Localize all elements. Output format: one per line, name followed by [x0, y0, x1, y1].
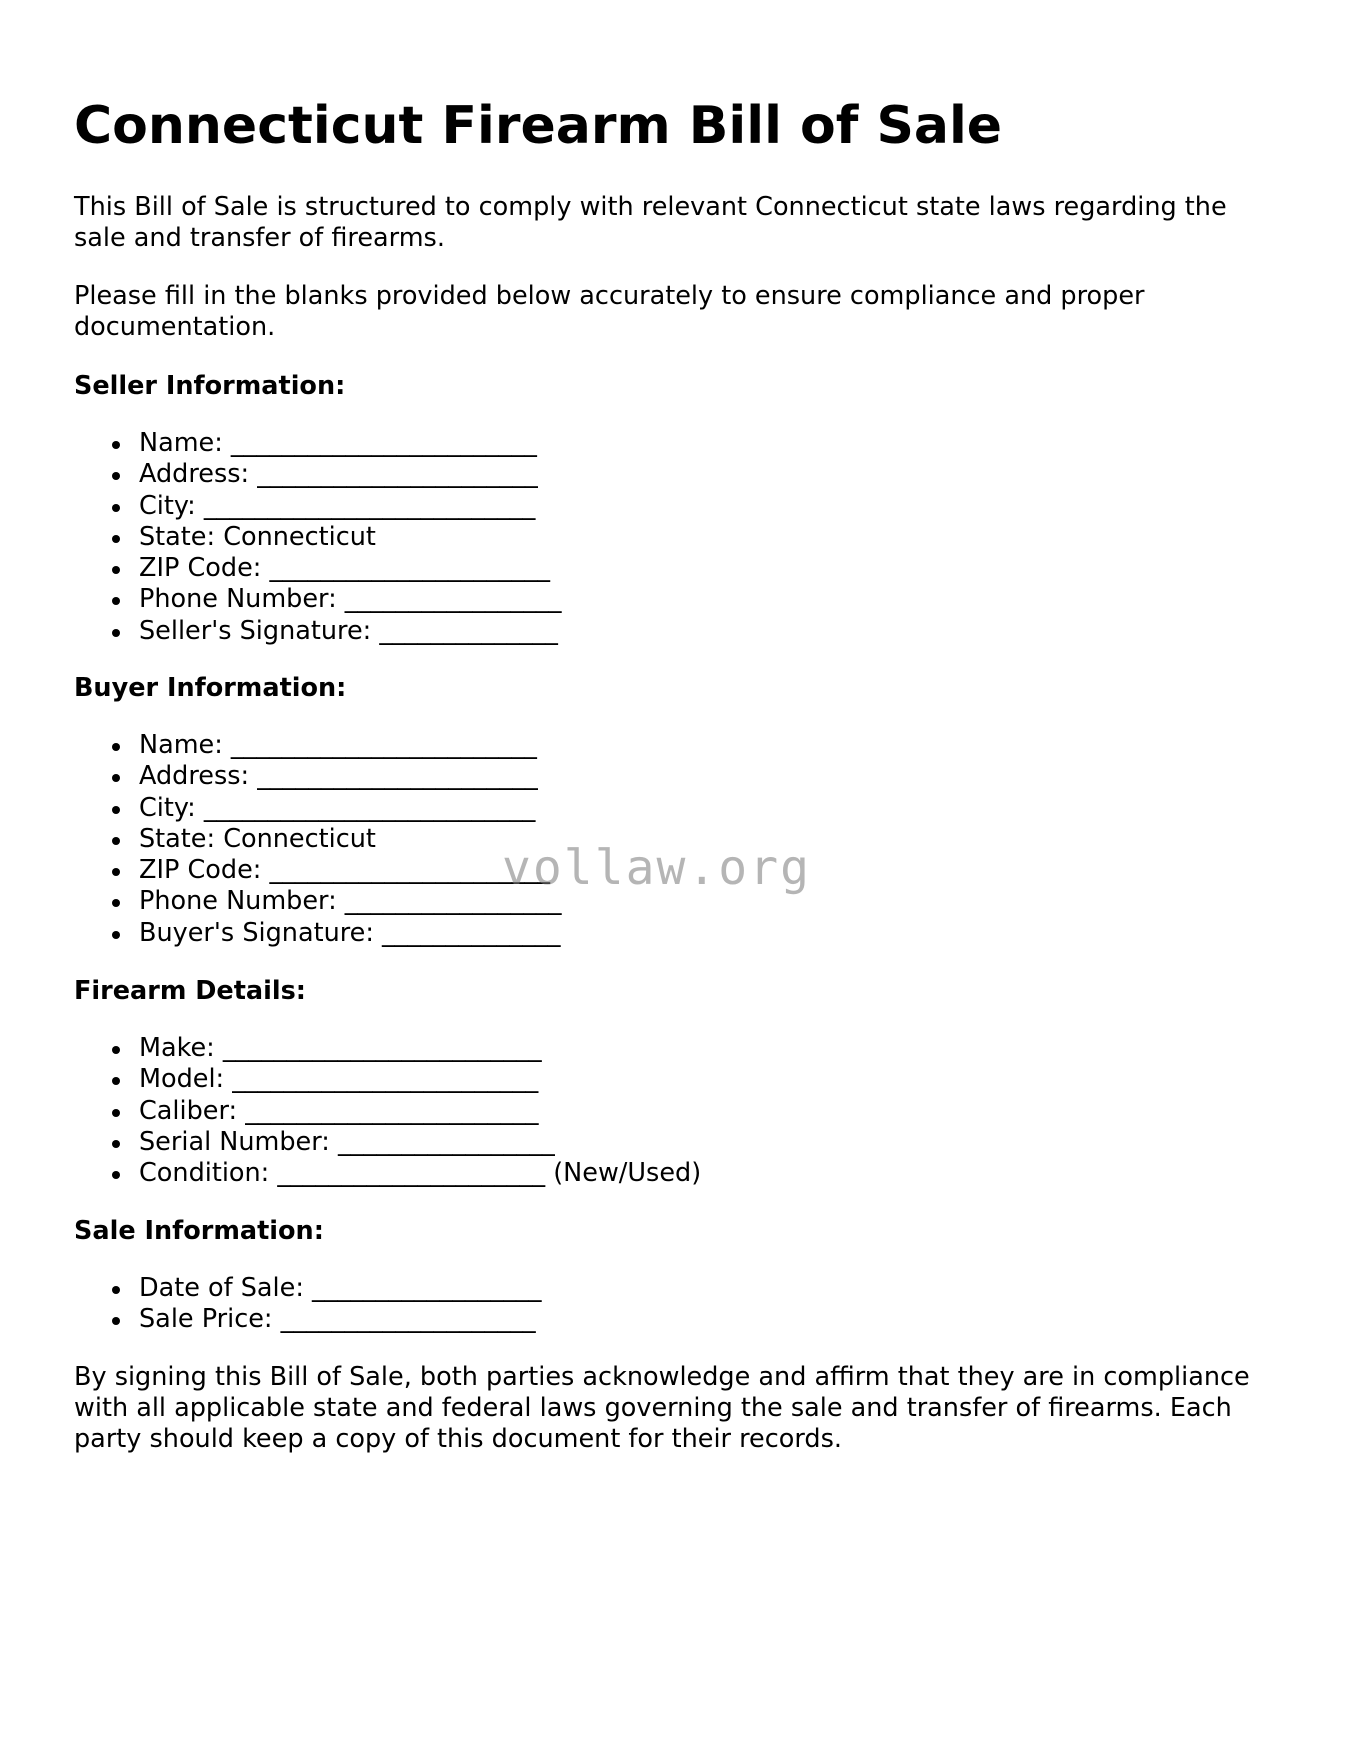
sale-date-field: Date of Sale: __________________ [74, 1273, 542, 1304]
firearm-serial-field: Serial Number: _________________ [74, 1127, 701, 1158]
seller-phone-field: Phone Number: _________________ [74, 584, 562, 615]
buyer-state-field: State: Connecticut [74, 824, 562, 855]
buyer-list [74, 730, 562, 949]
seller-state-field: State: Connecticut [74, 522, 562, 553]
document-title: Connecticut Firearm Bill of Sale [74, 96, 1003, 156]
seller-list [74, 428, 562, 647]
firearm-heading: Firearm Details: [74, 976, 306, 1006]
buyer-signature-field: Buyer's Signature: ______________ [74, 918, 562, 949]
instructions-paragraph: Please fill in the blanks provided below accurately to ensure compliance and proper documentation. [74, 281, 1145, 342]
firearm-model-field: Model: ________________________ [74, 1064, 701, 1095]
seller-heading: Seller Information: [74, 371, 346, 401]
seller-city-field: City: __________________________ [74, 491, 562, 522]
watermark: vollaw.org [502, 840, 811, 896]
intro-paragraph: This Bill of Sale is structured to comply with relevant Connecticut state laws regarding the sale and transfer of firearms. [74, 192, 1227, 253]
seller-signature-field: Seller's Signature: ______________ [74, 616, 562, 647]
firearm-list [74, 1033, 701, 1189]
seller-name-field: Name: ________________________ [74, 428, 562, 459]
firearm-caliber-field: Caliber: _______________________ [74, 1096, 701, 1127]
seller-zip-field: ZIP Code: ______________________ [74, 553, 562, 584]
firearm-make-field: Make: _________________________ [74, 1033, 701, 1064]
seller-address-field: Address: ______________________ [74, 459, 562, 490]
buyer-heading: Buyer Information: [74, 673, 347, 703]
firearm-condition-field: Condition: _____________________ (New/Used) [74, 1158, 701, 1189]
closing-paragraph: By signing this Bill of Sale, both parties acknowledge and affirm that they are in compliance with all applicable state and federal laws governing the sale and transfer of firearms. Each party should keep a copy of this document for their records. [74, 1362, 1250, 1454]
buyer-name-field: Name: ________________________ [74, 730, 562, 761]
buyer-address-field: Address: ______________________ [74, 761, 562, 792]
sale-price-field: Sale Price: ____________________ [74, 1304, 542, 1335]
buyer-city-field: City: __________________________ [74, 793, 562, 824]
buyer-zip-field: ZIP Code: ______________________ [74, 855, 562, 886]
sale-list [74, 1273, 542, 1336]
sale-heading: Sale Information: [74, 1216, 324, 1246]
buyer-phone-field: Phone Number: _________________ [74, 886, 562, 917]
